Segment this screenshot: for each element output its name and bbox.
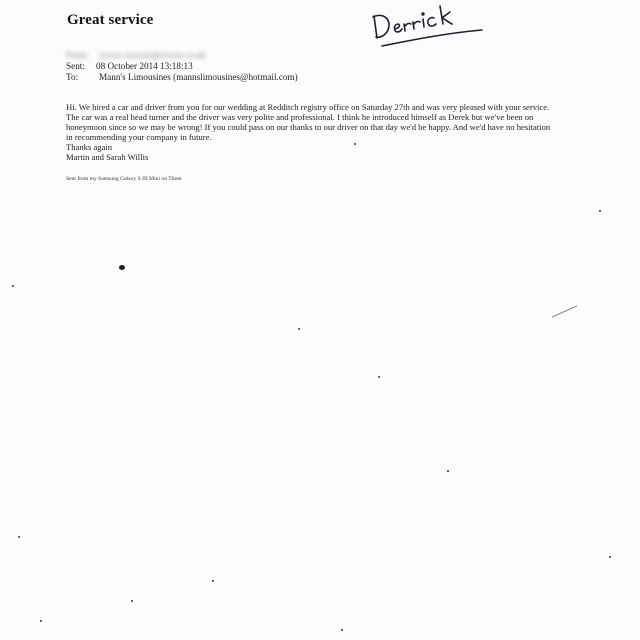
sent-row — [66, 61, 298, 72]
body-line: honeymoon since so we may be wrong! If you could pass on our thanks to our driver on that day we'd be happy. And we'd have no hesitation — [66, 121, 551, 132]
email-footer: Sent from my Samsung Galaxy S III Mini on Three — [66, 176, 182, 182]
scan-speck — [354, 143, 356, 145]
from-value-redacted: xxxxx xxxxxx@xxxxx.co.uk — [99, 50, 206, 60]
email-header-block — [66, 50, 298, 83]
scan-speck — [18, 536, 20, 538]
to-label: To: — [66, 72, 79, 82]
body-line: Hi. We hired a car and driver from you for our wedding at Redditch registry office on Saturday 27th and was very pleased with your service. — [66, 102, 550, 112]
to-value: Mann's Limousines (mannslimousines@hotmail.com) — [99, 72, 298, 82]
scan-stroke-mark — [550, 300, 580, 320]
email-subject: Great service — [67, 12, 154, 28]
handwritten-annotation-derrick — [362, 0, 492, 52]
from-label: From: — [66, 50, 89, 60]
body-line: Martin and Sarah Willis — [66, 151, 149, 162]
scan-speck — [609, 556, 611, 558]
to-row — [66, 72, 298, 83]
scan-speck — [447, 470, 449, 472]
email-body — [66, 103, 586, 162]
scan-speck — [119, 265, 125, 270]
scan-speck — [599, 210, 601, 212]
scan-speck — [378, 376, 380, 378]
sent-value: 08 October 2014 13:18:13 — [96, 61, 193, 71]
body-line: Thanks again — [66, 141, 113, 152]
scan-speck — [341, 629, 343, 631]
sent-label: Sent: — [66, 61, 85, 71]
scan-speck — [40, 620, 42, 622]
scan-speck — [12, 285, 14, 287]
scan-speck — [131, 600, 133, 602]
scan-speck — [298, 328, 300, 330]
from-row — [66, 50, 298, 61]
body-line: The car was a real head turner and the driver was very polite and professional. I think he introduced himself as Derek but we've been on — [66, 111, 534, 122]
body-line: in recommending your company in future. — [66, 131, 212, 142]
scan-speck — [212, 580, 214, 582]
